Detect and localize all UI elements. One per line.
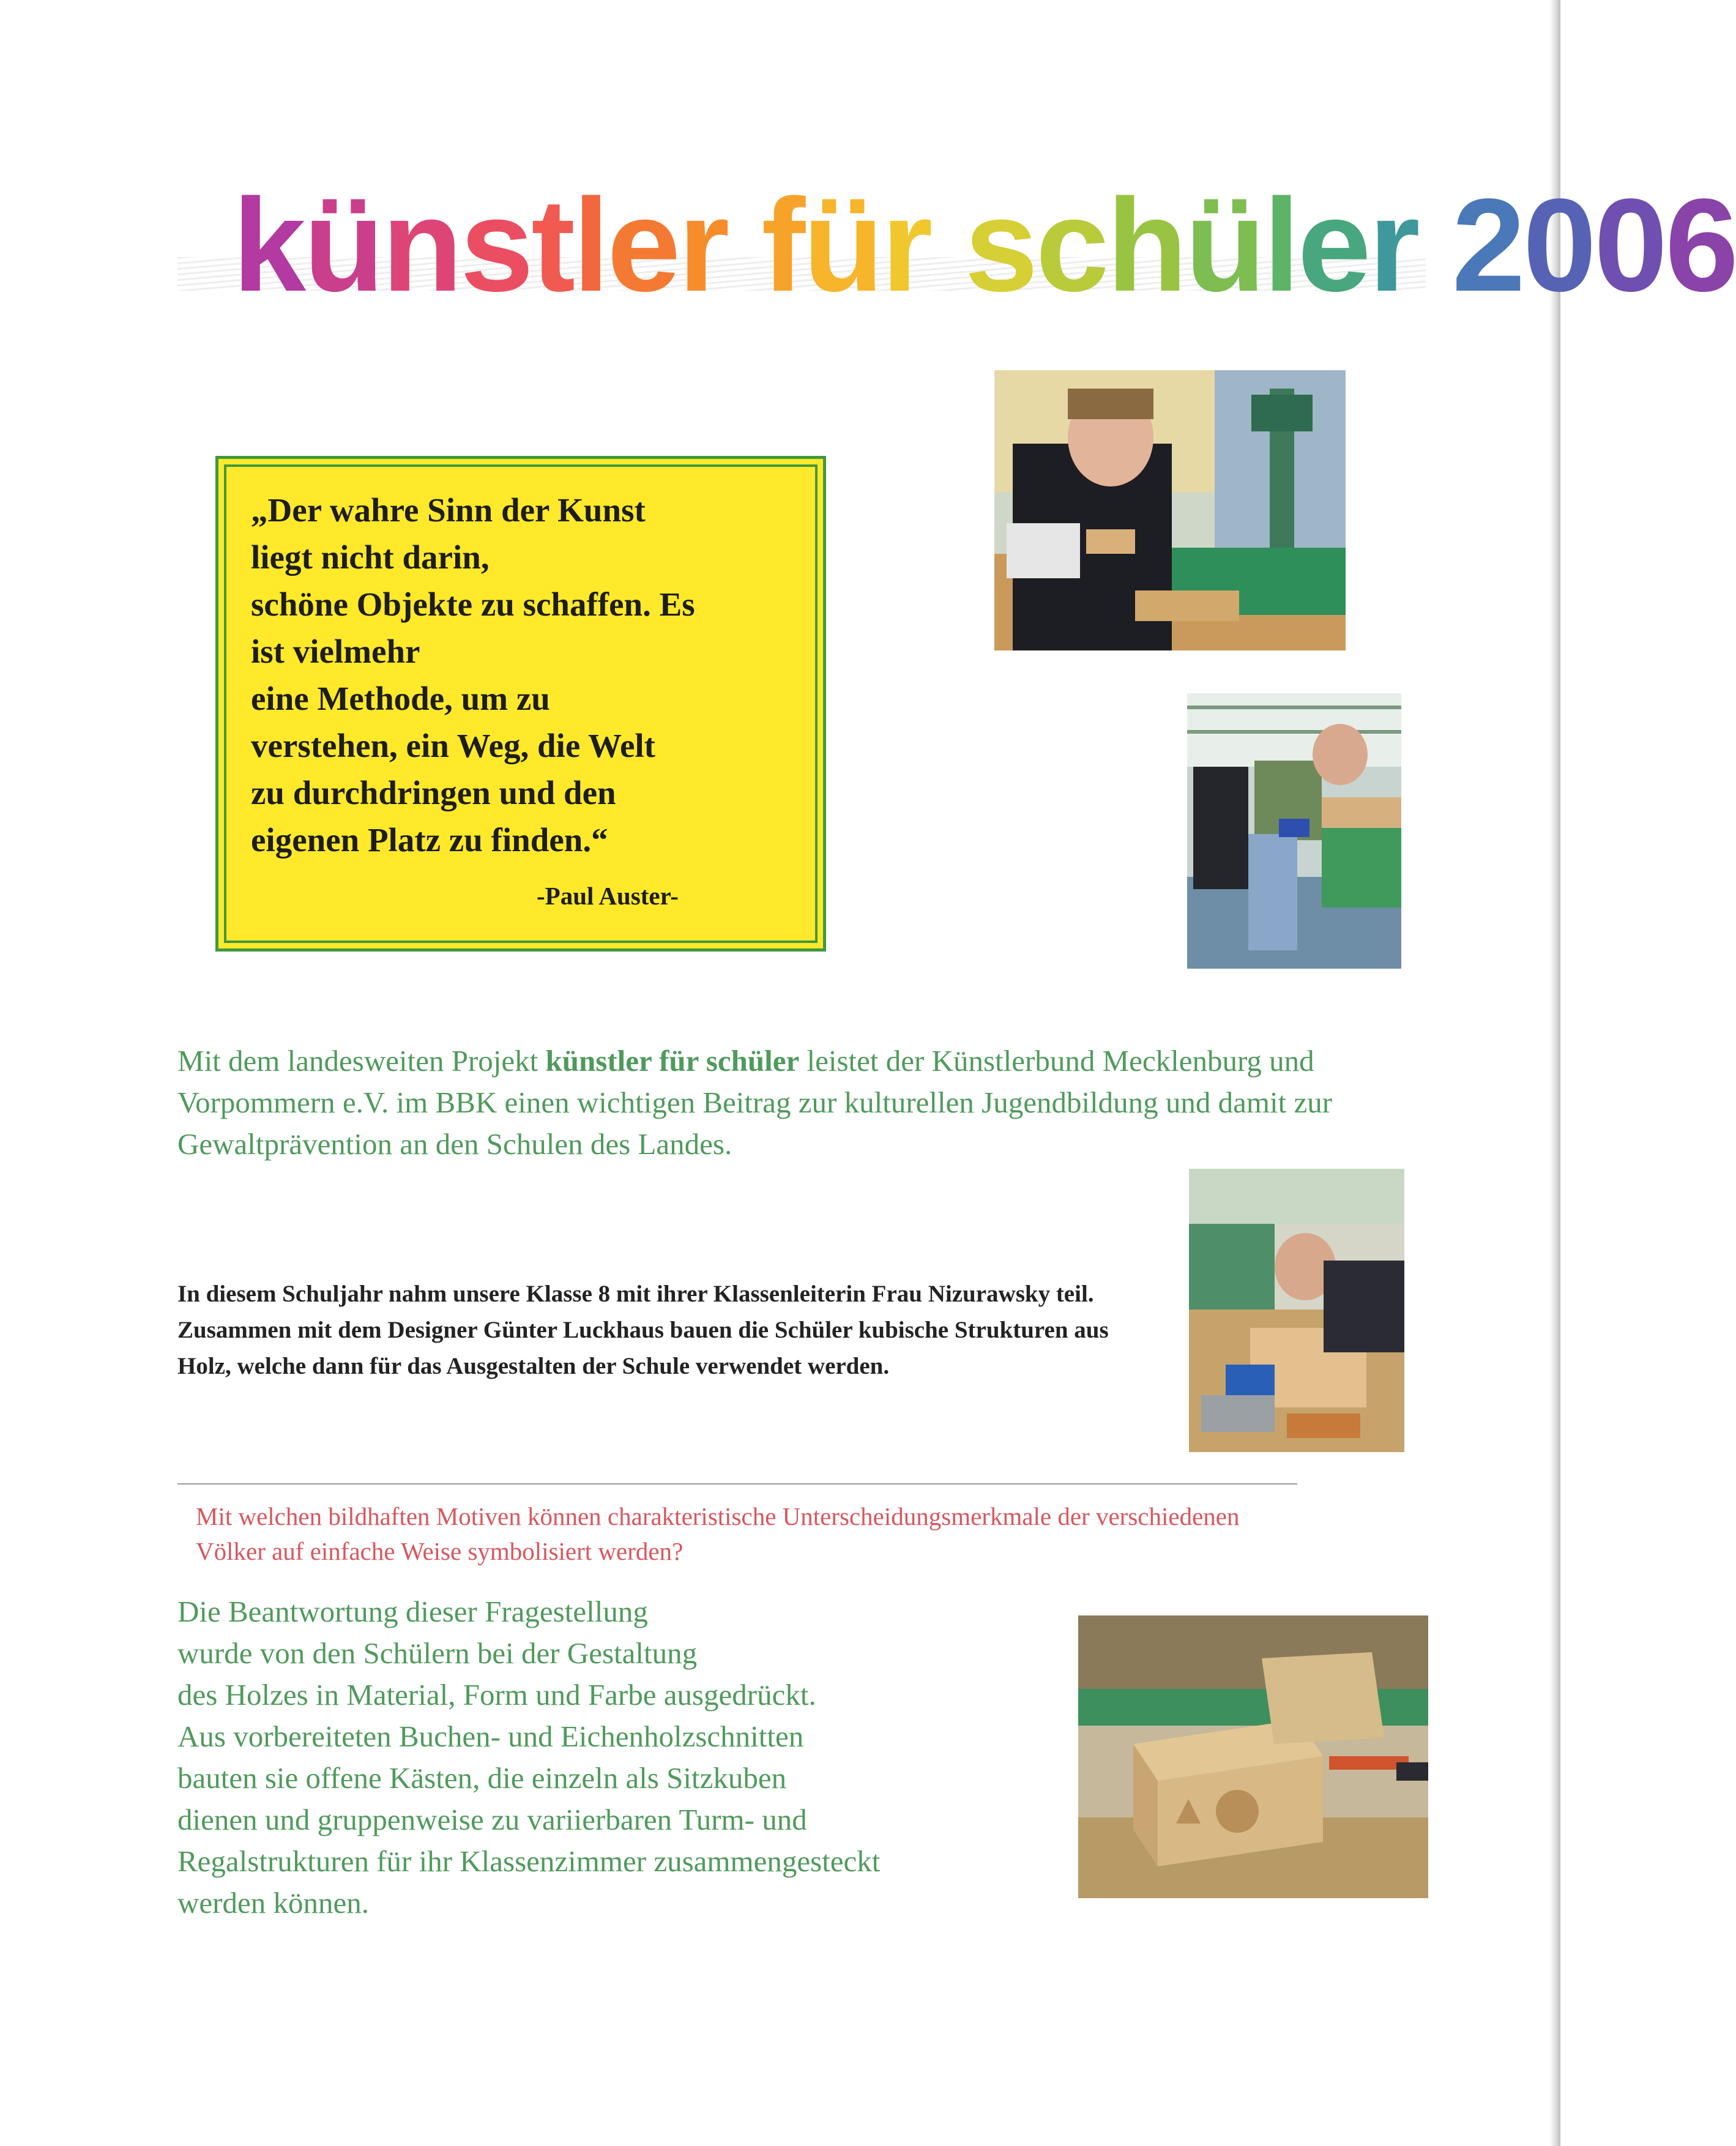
title-letter: l <box>1263 171 1298 319</box>
title-letter: 2 <box>1451 171 1523 319</box>
title-letter: c <box>1035 171 1107 319</box>
answer-paragraph <box>177 1591 1065 1924</box>
title-letter: t <box>531 171 573 319</box>
title-letter <box>727 171 761 319</box>
photo-student-woodwork <box>1189 1169 1404 1452</box>
title-letter: r <box>881 171 931 319</box>
quote-author: -Paul Auster- <box>537 882 679 910</box>
title-letter: 0 <box>1594 171 1666 319</box>
quote-text: „Der wahre Sinn der Kunst liegt nicht darin, schöne Objekte zu schaffen. Es ist vielmehr eine Methode, um zu verstehen, ein Weg, die Welt zu durchdringen und den eigenen Platz zu finden.“ <box>251 491 695 859</box>
intro-text-after: leistet der Künstlerbund Mecklenburg und Vorpommern e.V. im BBK einen wichtigen Beitrag zur kulturellen Jugendbildung und damit zur Gewaltprävention an den Schulen des Landes. <box>177 1044 1333 1161</box>
title-letter: r <box>1368 171 1418 319</box>
title-letter: ü <box>304 171 382 319</box>
intro-text-before: Mit dem landesweiten Projekt <box>177 1044 546 1078</box>
quote-box <box>215 456 826 952</box>
title-letter: ü <box>1185 171 1264 319</box>
title-letter: h <box>1106 171 1185 319</box>
photo-student-chiseling <box>994 370 1346 650</box>
photo-students-jigsaw <box>1187 693 1401 969</box>
answer-line: Aus vorbereiteten Buchen- und Eichenholzschnitten <box>177 1719 804 1753</box>
title-letter: l <box>573 171 608 319</box>
title-letter <box>930 171 964 319</box>
title-letter: e <box>1297 171 1369 319</box>
title-letter: s <box>964 171 1036 319</box>
page-title <box>233 165 1736 324</box>
intro-paragraph <box>177 1040 1340 1165</box>
answer-line: des Holzes in Material, Form und Farbe ausgedrückt. <box>177 1678 816 1712</box>
title-letter: k <box>233 171 304 319</box>
divider-line <box>177 1483 1297 1485</box>
title-letter: 0 <box>1522 171 1595 319</box>
intro-project-name: künstler für schüler <box>545 1044 800 1078</box>
question-text: Mit welchen bildhaften Motiven können charakteristische Unterscheidungsmerkmale der verschiedenen Völker auf einfache Weise symbolisiert werden? <box>196 1502 1240 1565</box>
title-letter: ü <box>803 171 882 319</box>
answer-line: wurde von den Schülern bei der Gestaltung <box>177 1636 698 1670</box>
title-letter: f <box>761 171 803 319</box>
answer-line: Die Beantwortung dieser Fragestellung <box>177 1595 648 1628</box>
title-letter: 6 <box>1665 171 1736 319</box>
answer-line: werden können. <box>177 1886 369 1920</box>
title-letter: e <box>607 171 679 319</box>
title-letter: n <box>382 171 461 319</box>
title-letter: r <box>678 171 728 319</box>
page-edge-shadow <box>1549 0 1560 2146</box>
answer-line: dienen und gruppenweise zu variierbaren Turm- und <box>177 1803 807 1836</box>
title-letter <box>1418 171 1452 319</box>
answer-line: Regalstrukturen für ihr Klassenzimmer zusammengesteckt <box>177 1844 881 1878</box>
answer-line: bauten sie offene Kästen, die einzeln als Sitzkuben <box>177 1761 787 1795</box>
title-letter: s <box>460 171 532 319</box>
class-info-paragraph: In diesem Schuljahr nahm unsere Klasse 8 mit ihrer Klassenleiterin Frau Nizurawsky teil. Zusammen mit dem Designer Günter Luckhaus bauen die Schüler kubische Strukturen aus Holz, welche dann für das Ausgestalten der Schule verwendet werden. <box>177 1281 1109 1379</box>
photo-wooden-boxes <box>1078 1615 1428 1898</box>
